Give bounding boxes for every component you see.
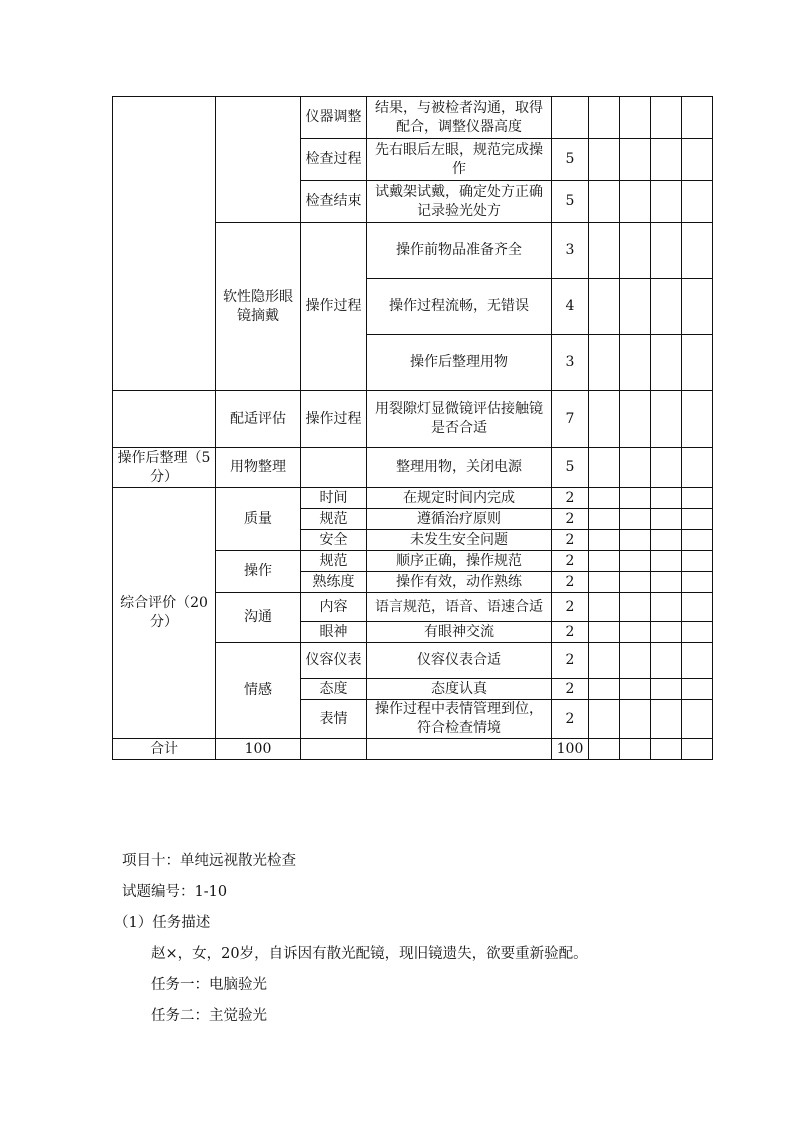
table-row <box>113 739 713 760</box>
table-cell <box>620 509 651 530</box>
table-cell <box>682 279 713 335</box>
table-cell <box>367 739 552 760</box>
table-cell: 顺序正确，操作规范 <box>367 551 552 572</box>
table-cell <box>651 679 682 700</box>
table-cell: 配适评估 <box>216 391 301 448</box>
table-cell <box>589 223 620 279</box>
table-cell <box>589 448 620 488</box>
table-cell: 检查过程 <box>301 139 367 181</box>
scoring-table <box>112 96 713 760</box>
table-row <box>113 97 713 139</box>
table-cell <box>682 739 713 760</box>
table-cell <box>589 739 620 760</box>
table-cell <box>651 181 682 223</box>
table-cell <box>651 488 682 509</box>
table-cell <box>589 181 620 223</box>
task-two: 任务二：主觉验光 <box>151 1008 267 1024</box>
table-cell <box>620 593 651 622</box>
table-cell <box>651 223 682 279</box>
table-cell: 规范 <box>301 551 367 572</box>
table-cell <box>620 223 651 279</box>
table-cell <box>620 700 651 739</box>
table-cell <box>651 279 682 335</box>
table-cell <box>589 279 620 335</box>
table-cell: 2 <box>552 488 589 509</box>
table-cell <box>589 643 620 679</box>
table-cell <box>589 572 620 593</box>
table-cell <box>589 622 620 643</box>
table-cell <box>682 391 713 448</box>
table-cell: 语言规范，语音、语速合适 <box>367 593 552 622</box>
table-cell: 熟练度 <box>301 572 367 593</box>
table-cell <box>651 551 682 572</box>
table-cell: 2 <box>552 643 589 679</box>
table-cell: 时间 <box>301 488 367 509</box>
table-cell: 仪器调整 <box>301 97 367 139</box>
table-cell: 情感 <box>216 643 301 739</box>
table-cell <box>589 530 620 551</box>
project-title: 项目十：单纯远视散光检查 <box>122 853 296 869</box>
table-cell <box>682 223 713 279</box>
table-cell: 100 <box>216 739 301 760</box>
table-cell: 2 <box>552 622 589 643</box>
table-cell <box>301 448 367 488</box>
table-cell <box>620 181 651 223</box>
table-cell <box>682 97 713 139</box>
table-cell: 操作 <box>216 551 301 593</box>
table-cell: 2 <box>552 679 589 700</box>
table-cell: 沟通 <box>216 593 301 643</box>
table-cell <box>620 622 651 643</box>
table-cell <box>651 572 682 593</box>
table-cell <box>651 139 682 181</box>
table-cell: 操作后整理（5分） <box>113 448 216 488</box>
table-cell <box>620 551 651 572</box>
table-cell: 试戴架试戴，确定处方正确记录验光处方 <box>367 181 552 223</box>
table-cell <box>620 448 651 488</box>
table-cell <box>651 391 682 448</box>
table-cell <box>682 335 713 391</box>
table-cell <box>682 448 713 488</box>
table-cell <box>589 97 620 139</box>
table-cell <box>589 551 620 572</box>
table-cell: 结果，与被检者沟通，取得配合，调整仪器高度 <box>367 97 552 139</box>
table-cell <box>682 488 713 509</box>
table-cell: 眼神 <box>301 622 367 643</box>
table-cell: 表情 <box>301 700 367 739</box>
table-cell <box>113 97 216 391</box>
table-cell: 质量 <box>216 488 301 551</box>
table-cell: 2 <box>552 509 589 530</box>
table-cell <box>620 739 651 760</box>
table-cell <box>589 335 620 391</box>
table-cell <box>620 488 651 509</box>
table-cell: 2 <box>552 572 589 593</box>
table-cell: 安全 <box>301 530 367 551</box>
table-cell <box>620 643 651 679</box>
table-cell <box>589 593 620 622</box>
table-cell <box>589 509 620 530</box>
table-cell <box>620 530 651 551</box>
table-cell <box>682 622 713 643</box>
table-cell <box>113 391 216 448</box>
table-cell: 仪容仪表合适 <box>367 643 552 679</box>
table-cell <box>682 679 713 700</box>
question-code: 试题编号：1-10 <box>122 884 228 900</box>
table-cell <box>216 97 301 223</box>
table-row <box>113 391 713 448</box>
table-cell <box>651 509 682 530</box>
table-cell <box>651 739 682 760</box>
table-cell <box>620 335 651 391</box>
table-row <box>113 488 713 509</box>
table-cell <box>620 572 651 593</box>
table-cell <box>552 97 589 139</box>
table-cell: 5 <box>552 448 589 488</box>
table-cell <box>682 509 713 530</box>
table-cell <box>620 391 651 448</box>
table-cell: 100 <box>552 739 589 760</box>
case-description: 赵×，女，20岁，自诉因有散光配镜，现旧镜遗失，欲要重新验配。 <box>151 946 588 962</box>
table-cell: 整理用物，关闭电源 <box>367 448 552 488</box>
table-cell: 操作有效，动作熟练 <box>367 572 552 593</box>
table-cell: 4 <box>552 279 589 335</box>
table-cell: 2 <box>552 551 589 572</box>
table-cell: 用物整理 <box>216 448 301 488</box>
table-cell <box>589 679 620 700</box>
table-cell <box>651 97 682 139</box>
table-cell: 遵循治疗原则 <box>367 509 552 530</box>
table-cell <box>651 643 682 679</box>
table-cell <box>682 139 713 181</box>
table-cell <box>682 572 713 593</box>
task-one: 任务一：电脑验光 <box>151 977 267 993</box>
table-cell: 软性隐形眼镜摘戴 <box>216 223 301 391</box>
table-cell: 在规定时间内完成 <box>367 488 552 509</box>
table-cell <box>589 391 620 448</box>
table-cell <box>301 739 367 760</box>
table-cell <box>620 679 651 700</box>
table-cell: 综合评价（20分） <box>113 488 216 739</box>
table-cell: 7 <box>552 391 589 448</box>
table-cell <box>651 622 682 643</box>
table-row <box>113 448 713 488</box>
table-cell <box>682 530 713 551</box>
table-cell: 合计 <box>113 739 216 760</box>
table-cell <box>682 551 713 572</box>
table-cell: 5 <box>552 181 589 223</box>
table-cell: 内容 <box>301 593 367 622</box>
table-cell: 5 <box>552 139 589 181</box>
table-cell <box>651 335 682 391</box>
table-cell: 态度认真 <box>367 679 552 700</box>
table-cell <box>682 593 713 622</box>
table-cell: 2 <box>552 700 589 739</box>
table-cell: 3 <box>552 223 589 279</box>
table-cell: 用裂隙灯显微镜评估接触镜是否合适 <box>367 391 552 448</box>
table-cell <box>682 700 713 739</box>
table-cell <box>589 700 620 739</box>
table-cell: 操作前物品准备齐全 <box>367 223 552 279</box>
table-cell <box>651 530 682 551</box>
table-cell: 2 <box>552 593 589 622</box>
table-cell <box>589 488 620 509</box>
table-cell <box>651 700 682 739</box>
table-cell: 操作过程 <box>301 391 367 448</box>
table-cell <box>620 97 651 139</box>
table-cell: 3 <box>552 335 589 391</box>
table-cell <box>682 643 713 679</box>
task-description-heading: （1）任务描述 <box>114 915 211 931</box>
table-cell <box>651 593 682 622</box>
table-cell <box>682 181 713 223</box>
table-cell: 仪容仪表 <box>301 643 367 679</box>
table-cell: 先右眼后左眼，规范完成操作 <box>367 139 552 181</box>
table-cell <box>651 448 682 488</box>
table-cell: 操作后整理用物 <box>367 335 552 391</box>
table-cell: 态度 <box>301 679 367 700</box>
table-cell: 未发生安全问题 <box>367 530 552 551</box>
table-cell <box>589 139 620 181</box>
table-cell: 有眼神交流 <box>367 622 552 643</box>
table-cell: 操作过程 <box>301 223 367 391</box>
table-cell: 操作过程流畅，无错误 <box>367 279 552 335</box>
table-cell: 检查结束 <box>301 181 367 223</box>
table-cell: 2 <box>552 530 589 551</box>
table-cell <box>620 139 651 181</box>
table-cell: 操作过程中表情管理到位，符合检查情境 <box>367 700 552 739</box>
table-cell: 规范 <box>301 509 367 530</box>
table-cell <box>620 279 651 335</box>
